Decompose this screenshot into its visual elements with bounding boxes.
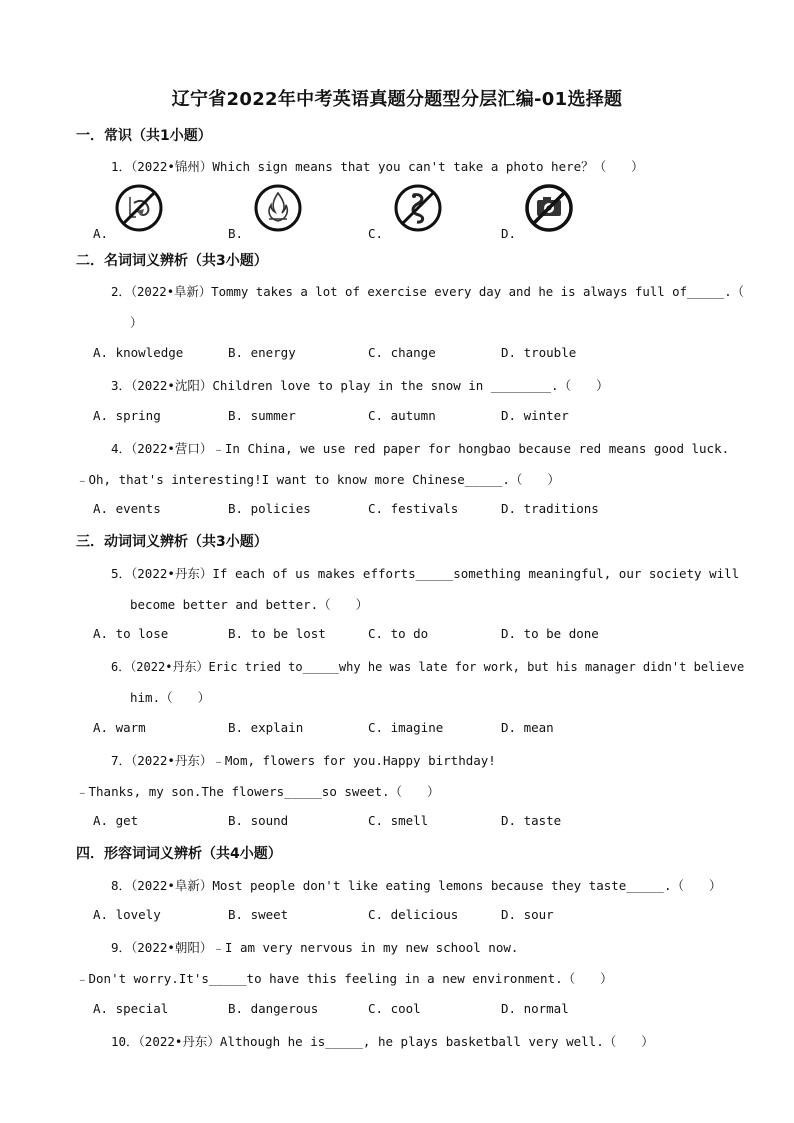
question-4-stem-cont: ﹣Oh, that's interesting!I want to know more Chinese_____.（ ） <box>76 472 560 487</box>
question-9-option-a[interactable]: A. special <box>93 1001 169 1016</box>
question-5-option-a[interactable]: A. to lose <box>93 626 169 641</box>
question-8-option-c[interactable]: C. delicious <box>368 907 459 922</box>
question-9-option-c[interactable]: C. cool <box>368 1001 421 1016</box>
question-6-stem: 6．（2022•丹东）Eric tried to_____why he was late for work, but his manager didn't believe <box>111 659 745 674</box>
question-2-option-b[interactable]: B. energy <box>228 345 296 360</box>
question-2-stem-cont: ） <box>130 315 143 330</box>
question-3-option-d[interactable]: D. winter <box>501 408 569 423</box>
question-7-option-a[interactable]: A. get <box>93 813 139 828</box>
question-3-stem: 3．（2022•沈阳）Children love to play in the snow in ________.（ ） <box>111 378 609 393</box>
question-4-option-d[interactable]: D. traditions <box>501 501 599 516</box>
question-9-option-b[interactable]: B. dangerous <box>228 1001 319 1016</box>
question-1-stem: 1．（2022•锦州）Which sign means that you can't take a photo here？（ ） <box>111 159 644 174</box>
section-heading: 二．名词词义辨析（共3小题） <box>76 253 268 269</box>
question-7-stem: 7．（2022•丹东）﹣Mom, flowers for you.Happy birthday! <box>111 753 496 768</box>
question-8-option-b[interactable]: B. sweet <box>228 907 289 922</box>
section-heading: 四．形容词词义辨析（共4小题） <box>76 846 282 862</box>
question-7-option-c[interactable]: C. smell <box>368 813 429 828</box>
question-3-option-c[interactable]: C. autumn <box>368 408 436 423</box>
no-camera-icon <box>524 183 574 233</box>
page-title: 辽宁省2022年中考英语真题分题型分层汇编-01选择题 <box>171 89 623 110</box>
question-9-stem-cont: ﹣Don't worry.It's_____to have this feeling in a new environment.（ ） <box>76 971 613 986</box>
section-heading: 三．动词词义辨析（共3小题） <box>76 534 268 550</box>
question-8-stem: 8．（2022•阜新）Most people don't like eating lemons because they taste_____.（ ） <box>111 878 722 893</box>
question-4-option-b[interactable]: B. policies <box>228 501 311 516</box>
question-5-stem-cont: become better and better.（ ） <box>130 597 369 612</box>
question-5-stem: 5．（2022•丹东）If each of us makes efforts_____something meaningful, our society will <box>111 566 740 581</box>
question-6-stem-cont: him.（ ） <box>130 690 211 705</box>
question-6-option-b[interactable]: B. explain <box>228 720 304 735</box>
section-heading: 一．常识（共1小题） <box>76 128 212 144</box>
question-2-option-d[interactable]: D. trouble <box>501 345 577 360</box>
question-2-option-c[interactable]: C. change <box>368 345 436 360</box>
question-1-option-d[interactable]: D. <box>501 226 517 241</box>
question-3-option-a[interactable]: A. spring <box>93 408 161 423</box>
question-5-option-b[interactable]: B. to be lost <box>228 626 326 641</box>
question-7-option-d[interactable]: D. taste <box>501 813 562 828</box>
question-2-option-a[interactable]: A. knowledge <box>93 345 184 360</box>
question-6-option-c[interactable]: C. imagine <box>368 720 444 735</box>
question-6-option-d[interactable]: D. mean <box>501 720 554 735</box>
question-5-option-c[interactable]: C. to do <box>368 626 429 641</box>
question-3-option-b[interactable]: B. summer <box>228 408 296 423</box>
question-9-stem: 9．（2022•朝阳）﹣I am very nervous in my new school now. <box>111 940 519 955</box>
question-5-option-d[interactable]: D. to be done <box>501 626 599 641</box>
no-snake-icon <box>393 183 443 233</box>
question-7-stem-cont: ﹣Thanks, my son.The flowers_____so sweet.（ ） <box>76 784 440 799</box>
question-9-option-d[interactable]: D. normal <box>501 1001 569 1016</box>
question-1-option-c[interactable]: C. <box>368 226 384 241</box>
question-4-option-a[interactable]: A. events <box>93 501 161 516</box>
no-fishing-icon <box>114 183 164 233</box>
question-1-option-a[interactable]: A. <box>93 226 109 241</box>
question-7-option-b[interactable]: B. sound <box>228 813 289 828</box>
question-6-option-a[interactable]: A. warm <box>93 720 146 735</box>
question-4-stem: 4．（2022•营口）﹣In China, we use red paper for hongbao because red means good luck. <box>111 441 730 456</box>
question-2-stem: 2．（2022•阜新）Tommy takes a lot of exercise every day and he is always full of_____.（ <box>111 284 745 299</box>
no-fire-icon <box>253 183 303 233</box>
question-8-option-d[interactable]: D. sour <box>501 907 554 922</box>
question-10-stem: 10．（2022•丹东）Although he is_____, he plays basketball very well.（ ） <box>111 1034 654 1049</box>
question-1-option-b[interactable]: B. <box>228 226 244 241</box>
question-8-option-a[interactable]: A. lovely <box>93 907 161 922</box>
question-4-option-c[interactable]: C. festivals <box>368 501 459 516</box>
